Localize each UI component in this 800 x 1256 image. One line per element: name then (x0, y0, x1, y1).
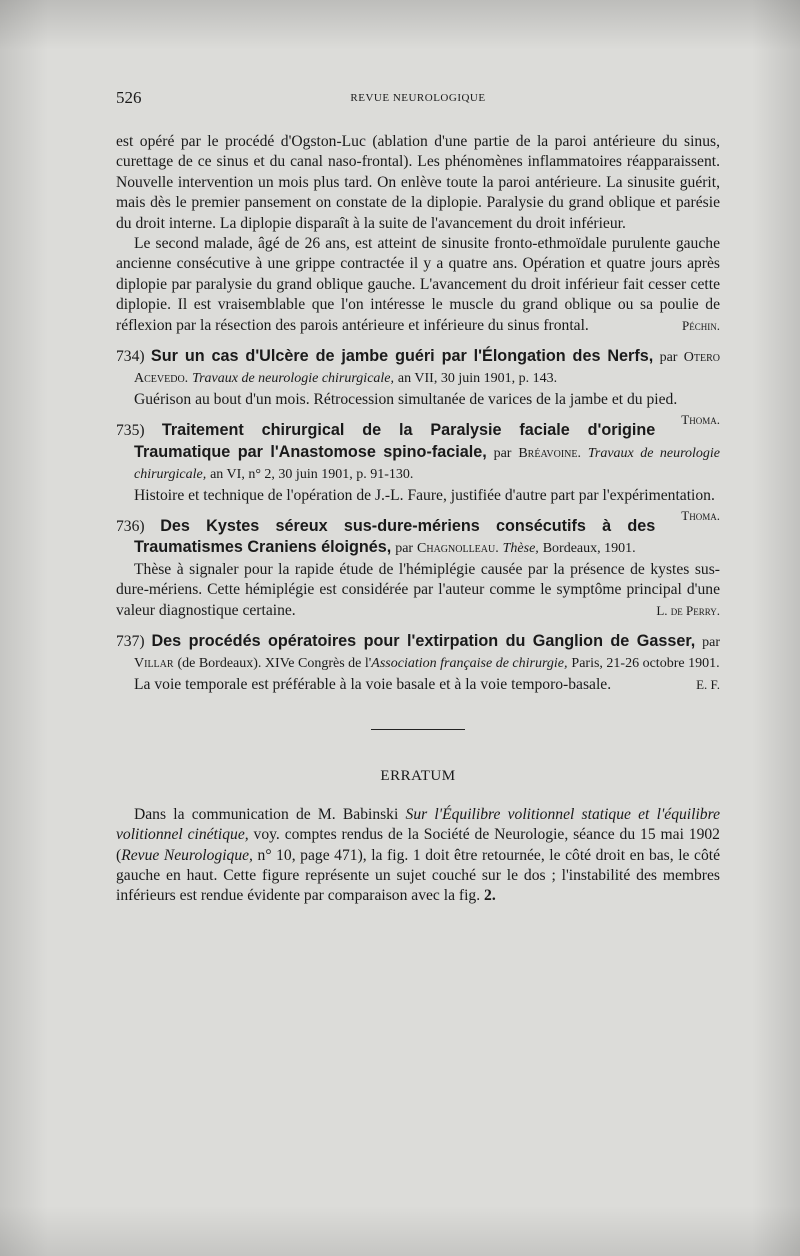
page-number: 526 (116, 88, 142, 107)
entry-number: 737) (116, 632, 145, 650)
intro-paragraph-1: est opéré par le procédé d'Ogston-Luc (ablation d'une partie de la paroi antérieure du sinus, curettage de ce sinus et du canal naso-frontal). Les phénomènes inflammatoires réapparaissent. Nouvelle intervention un mois plus tard. On enlève toute la paroi antérieure. La sinusite guérit, mais dès le premier pansement on constate de la diplopie. Paralysie du grand oblique et parésie du droit interne. La diplopie disparaît à la suite de l'avancement du droit inférieur. (116, 133, 720, 232)
abstract-entry-734 (116, 346, 721, 428)
document-page (116, 88, 720, 922)
entry-journal: Thèse, (502, 541, 539, 557)
entry-number: 736) (116, 517, 145, 535)
entry-journal: Travaux de neurologie chirurgicale, (134, 445, 721, 483)
entry-body (116, 486, 720, 523)
section-divider (371, 729, 465, 730)
entry-signature: Thoma. (681, 412, 720, 428)
entry-heading (116, 346, 720, 390)
entry-body-text: Guérison au bout d'un mois. Rétrocession simultanée de varices de la jambe et du pied. (134, 390, 678, 408)
entry-signature: E. F. (696, 676, 720, 692)
erratum-article-title: Sur l'Équilibre volitionnel statique et l'équilibre volitionnel cinétique, (116, 806, 720, 844)
entry-reference: an VII, 30 juin 1901, p. 143. (397, 371, 558, 387)
erratum-journal: Revue Neurologique, (121, 846, 253, 864)
abstract-entry-737 (116, 631, 720, 695)
erratum-text-1: Dans la communication de M. Babinski (134, 806, 399, 824)
entry-reference: an VI, n° 2, 30 juin 1901, p. 91-130. (210, 467, 414, 483)
erratum-text-3: voy. comptes rendus de la Société de Neurologie, séance du 15 mai 1902 ( (116, 826, 720, 864)
entry-body-text: La voie temporale est préférable à la voie basale et à la voie temporo-basale. (134, 675, 612, 693)
entry-title: Sur un cas d'Ulcère de jambe guéri par l'Élongation des Nerfs, (150, 347, 654, 366)
entry-reference-prefix: (de Bordeaux). XIVe Congrès de l' (177, 656, 372, 672)
entry-number: 735) (116, 422, 145, 440)
entry-body-text: Thèse à signaler pour la rapide étude de l'hémiplégie causée par la présence de kystes sus-dure-mériens. Cette hémiplégie est considérée par l'auteur comme le symptôme principal d'une valeur diagnostique certaine. (116, 560, 720, 619)
entry-journal: Association française de chirurgie, (371, 656, 568, 672)
entry-heading (116, 631, 720, 675)
erratum-text-5: n° 10, page 471), la fig. 1 doit être retournée, le côté droit en bas, le côté gauche en haut. Cette figure représente un sujet couché sur le dos ; l'instabilité des membres inférieurs est rendue évidente par comparaison avec la fig. (116, 846, 721, 904)
intro-paragraph-2-text: Le second malade, âgé de 26 ans, est atteint de sinusite fronto-ethmoïdale purulente gauche ancienne consécutive à une grippe contractée il y a quatre ans. Opération et quatre jours après diplopie par paralysie du grand oblique gauche. L'avancement du droit inférieur fait cesser cette diplopie. Il est vraisemblable que l'on intéresse le muscle du grand oblique ou sa poulie de réflexion par la résection des parois antérieure et inférieure du sinus frontal. (116, 235, 720, 334)
entry-heading (116, 420, 720, 485)
intro-paragraph-2 (116, 234, 720, 336)
entry-author: Bréavoine. (518, 445, 581, 461)
entry-by: par (493, 445, 512, 461)
article-body (116, 132, 720, 695)
entry-signature: Thoma. (681, 507, 720, 523)
entry-number: 734) (116, 348, 145, 366)
erratum-heading: ERRATUM (380, 768, 456, 785)
entry-by: par (395, 541, 414, 557)
entry-by: par (702, 634, 720, 650)
intro-signature: Péchin. (682, 317, 720, 333)
entry-author: Chagnolleau. (417, 541, 499, 557)
abstract-entry-736 (116, 516, 720, 621)
entry-reference: Paris, 21-26 octobre 1901. (571, 656, 720, 672)
entry-reference: Bordeaux, 1901. (542, 541, 636, 557)
entry-body (116, 560, 720, 621)
abstract-entry-735 (116, 420, 721, 523)
entry-title: Des procédés opératoires pour l'extirpation du Ganglion de Gasser, (151, 631, 696, 650)
entry-title: Traitement chirurgical de la Paralysie faciale d'origine Traumatique par l'Anastomose spino-faciale, (134, 421, 656, 461)
running-head (116, 88, 720, 112)
entry-author: Otero Acevedo. (134, 350, 721, 387)
erratum-text (116, 805, 720, 906)
entry-heading (116, 516, 720, 560)
running-title: REVUE NEUROLOGIQUE (350, 92, 486, 104)
entry-author: Villar (134, 656, 174, 672)
entry-journal: Travaux de neurologie chirurgicale, (192, 371, 395, 387)
entry-body (116, 390, 720, 428)
entry-body-text: Histoire et technique de l'opération de J.-L. Faure, justifiée d'autre part par l'expérimentation. (134, 486, 715, 504)
entry-title: Des Kystes séreux sus-dure-mériens consécutifs à des Traumatismes Craniens éloignés, (134, 516, 656, 557)
entry-by: par (659, 350, 678, 366)
entry-body (116, 675, 720, 695)
erratum-figure-ref: 2. (484, 886, 496, 904)
entry-signature: L. de Perry. (656, 602, 720, 618)
